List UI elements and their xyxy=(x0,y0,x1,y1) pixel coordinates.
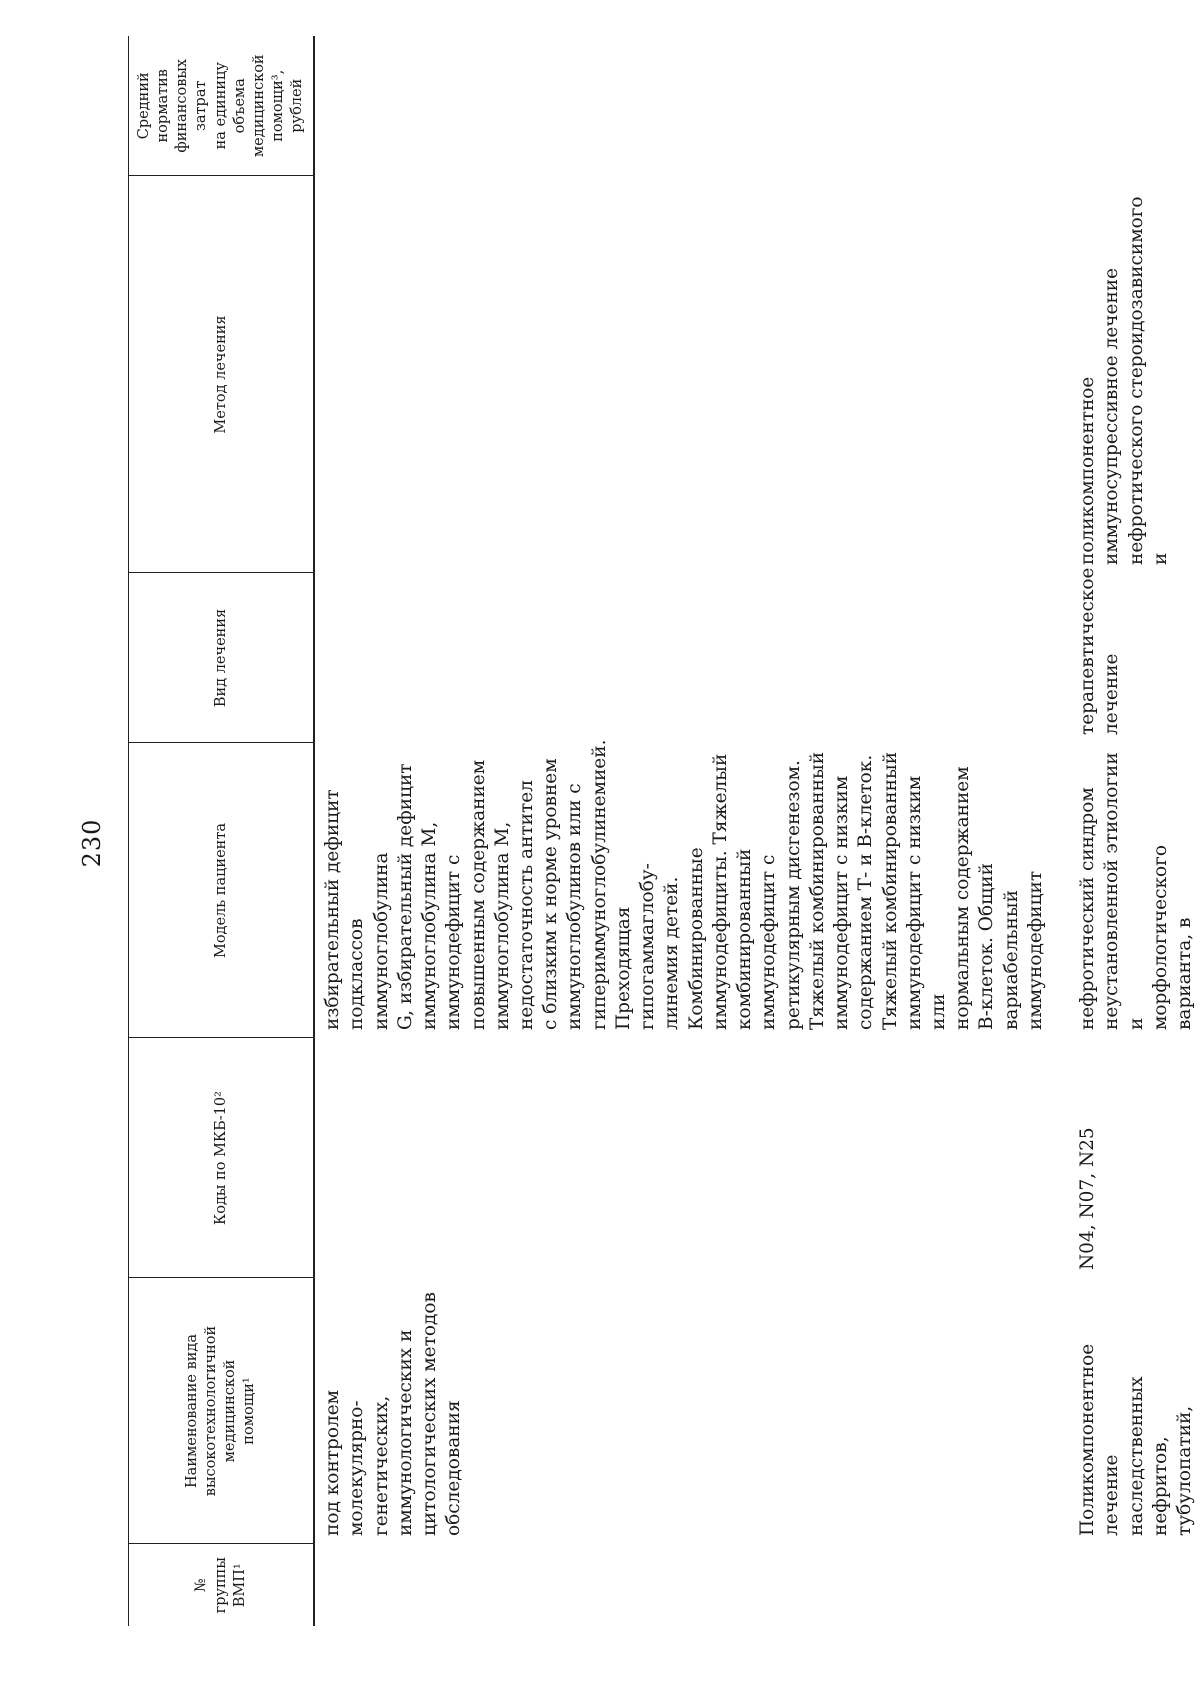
header-group-no: № группы ВМП¹ xyxy=(129,1544,315,1626)
header-avg-cost: Средний норматив финансовых затрат на единицу объема медицинской помощи³, рублей xyxy=(129,36,315,176)
cell-group-no xyxy=(1048,1544,1200,1626)
cell-avg-cost xyxy=(314,36,1048,176)
cell-treatment-method xyxy=(314,176,1048,573)
header-patient-model: Модель пациента xyxy=(129,743,315,1038)
cell-patient-model: избирательный дефицит подклассов иммуноглобулина G, избирательный дефицит иммуноглобулина М, иммунодефицит с повышенным содержанием иммуноглобулина М, недостаточность антител с близким к норме уровнем иммуноглобулинов или с гипериммуноглобулинемией. Преходящая гипогаммаглобу- линемия детей. Комбинированные иммунодефициты. Тяжелый комбинированный иммунодефицит с ретикулярным дисгенезом. Тяжелый комбинированный иммунодефицит с низким содержанием Т- и В-клеток. Тяжелый комбинированный иммунодефицит с низким или нормальным содержанием В-клеток. Общий вариабельный иммунодефицит xyxy=(322,739,1046,1030)
cell-treatment-type xyxy=(314,573,1048,743)
header-vmp-name: Наименование вида высокотехнологичной медицинской помощи¹ xyxy=(129,1278,315,1544)
cell-group-no xyxy=(314,1544,1048,1626)
cell-vmp-name: Поликомпонентное лечение наследственных нефритов, тубулопатий, xyxy=(1077,1343,1196,1536)
header-treatment-type: Вид лечения xyxy=(129,573,315,743)
header-icd-codes: Коды по МКБ-10² xyxy=(129,1038,315,1278)
table-row xyxy=(1048,36,1200,1626)
cell-treatment-method: поликомпонентное иммуносупрессивное лечение нефротического стероидозависимого и xyxy=(1077,196,1171,565)
header-treatment-method: Метод лечения xyxy=(129,176,315,573)
table-header-row xyxy=(129,36,315,1626)
cell-icd-codes: N04, N07, N25 xyxy=(1077,1127,1099,1270)
cell-treatment-type: терапевтическое лечение xyxy=(1077,567,1123,735)
cell-avg-cost xyxy=(1048,36,1200,176)
vmp-table xyxy=(128,36,1200,1626)
cell-icd-codes xyxy=(314,1038,1048,1278)
cell-vmp-name: под контролем молекулярно- генетических, иммунологических и цитологических методов обследования xyxy=(322,1292,465,1536)
cell-patient-model: нефротический синдром неустановленной этиологии и морфологического варианта, в xyxy=(1077,752,1196,1030)
page-number: 230 xyxy=(78,818,106,868)
table-row xyxy=(314,36,1048,1626)
